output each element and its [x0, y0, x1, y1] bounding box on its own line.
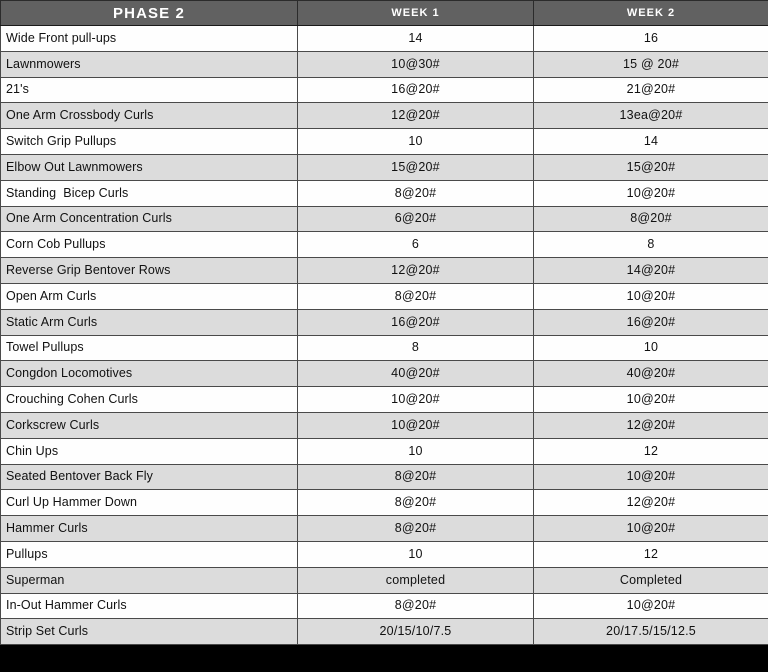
week-1-value-cell: 10@20# [298, 387, 534, 413]
week-1-value-cell: completed [298, 567, 534, 593]
header-row [1, 1, 768, 26]
table-row [1, 412, 768, 438]
exercise-name-cell: Switch Grip Pullups [1, 129, 298, 155]
table-row [1, 309, 768, 335]
week-2-value-cell: 10@20# [534, 593, 768, 619]
week-2-value-cell: 12 [534, 438, 768, 464]
exercise-name-cell: Static Arm Curls [1, 309, 298, 335]
table-row [1, 103, 768, 129]
column-header-week-2: WEEK 2 [534, 1, 768, 26]
week-1-value-cell: 14 [298, 26, 534, 52]
week-2-value-cell: 12@20# [534, 490, 768, 516]
week-2-value-cell: 40@20# [534, 361, 768, 387]
bottom-black-band [0, 645, 768, 672]
exercise-name-cell: Chin Ups [1, 438, 298, 464]
table-row [1, 206, 768, 232]
week-2-value-cell: 8@20# [534, 206, 768, 232]
table-row [1, 335, 768, 361]
table-row [1, 283, 768, 309]
week-2-value-cell: 10@20# [534, 464, 768, 490]
week-2-value-cell: 12 [534, 541, 768, 567]
week-2-value-cell: 16 [534, 26, 768, 52]
week-1-value-cell: 10 [298, 541, 534, 567]
table-row [1, 129, 768, 155]
table-row [1, 541, 768, 567]
exercise-name-cell: Wide Front pull-ups [1, 26, 298, 52]
week-1-value-cell: 8@20# [298, 490, 534, 516]
exercise-name-cell: Reverse Grip Bentover Rows [1, 258, 298, 284]
exercise-name-cell: In-Out Hammer Curls [1, 593, 298, 619]
week-1-value-cell: 10@30# [298, 51, 534, 77]
week-1-value-cell: 8@20# [298, 464, 534, 490]
week-2-value-cell: 14 [534, 129, 768, 155]
week-1-value-cell: 12@20# [298, 258, 534, 284]
week-1-value-cell: 8@20# [298, 283, 534, 309]
exercise-name-cell: Seated Bentover Back Fly [1, 464, 298, 490]
exercise-name-cell: One Arm Crossbody Curls [1, 103, 298, 129]
table-header [1, 1, 768, 26]
week-1-value-cell: 8@20# [298, 593, 534, 619]
exercise-name-cell: Corkscrew Curls [1, 412, 298, 438]
exercise-name-cell: Standing Bicep Curls [1, 180, 298, 206]
table-row [1, 490, 768, 516]
week-2-value-cell: 10@20# [534, 516, 768, 542]
table-row [1, 180, 768, 206]
exercise-name-cell: Towel Pullups [1, 335, 298, 361]
table-row [1, 232, 768, 258]
exercise-name-cell: Curl Up Hammer Down [1, 490, 298, 516]
week-1-value-cell: 20/15/10/7.5 [298, 619, 534, 645]
week-2-value-cell: 14@20# [534, 258, 768, 284]
week-2-value-cell: 16@20# [534, 309, 768, 335]
table-row [1, 438, 768, 464]
week-1-value-cell: 10 [298, 129, 534, 155]
exercise-name-cell: One Arm Concentration Curls [1, 206, 298, 232]
week-2-value-cell: 10@20# [534, 387, 768, 413]
week-2-value-cell: 15@20# [534, 154, 768, 180]
table-row [1, 593, 768, 619]
week-1-value-cell: 10@20# [298, 412, 534, 438]
exercise-name-cell: Pullups [1, 541, 298, 567]
week-2-value-cell: 21@20# [534, 77, 768, 103]
table-body [1, 26, 768, 645]
week-1-value-cell: 15@20# [298, 154, 534, 180]
week-1-value-cell: 6 [298, 232, 534, 258]
week-2-value-cell: 13ea@20# [534, 103, 768, 129]
week-2-value-cell: 10@20# [534, 180, 768, 206]
table-row [1, 77, 768, 103]
column-header-phase: PHASE 2 [1, 1, 298, 26]
table-row [1, 567, 768, 593]
exercise-name-cell: Superman [1, 567, 298, 593]
table-row [1, 516, 768, 542]
table-row [1, 154, 768, 180]
exercise-name-cell: Congdon Locomotives [1, 361, 298, 387]
table-row [1, 387, 768, 413]
week-2-value-cell: 15 @ 20# [534, 51, 768, 77]
week-2-value-cell: 20/17.5/15/12.5 [534, 619, 768, 645]
week-2-value-cell: Completed [534, 567, 768, 593]
exercise-name-cell: Crouching Cohen Curls [1, 387, 298, 413]
week-2-value-cell: 10@20# [534, 283, 768, 309]
week-1-value-cell: 8@20# [298, 180, 534, 206]
week-1-value-cell: 16@20# [298, 77, 534, 103]
week-2-value-cell: 8 [534, 232, 768, 258]
table-row [1, 464, 768, 490]
week-1-value-cell: 6@20# [298, 206, 534, 232]
exercise-name-cell: Hammer Curls [1, 516, 298, 542]
exercise-name-cell: Corn Cob Pullups [1, 232, 298, 258]
table-row [1, 258, 768, 284]
exercise-name-cell: Elbow Out Lawnmowers [1, 154, 298, 180]
exercise-name-cell: Strip Set Curls [1, 619, 298, 645]
table-row [1, 51, 768, 77]
table-row [1, 26, 768, 52]
week-1-value-cell: 12@20# [298, 103, 534, 129]
exercise-name-cell: Open Arm Curls [1, 283, 298, 309]
exercise-name-cell: Lawnmowers [1, 51, 298, 77]
week-1-value-cell: 8 [298, 335, 534, 361]
column-header-week-1: WEEK 1 [298, 1, 534, 26]
week-1-value-cell: 10 [298, 438, 534, 464]
week-1-value-cell: 8@20# [298, 516, 534, 542]
week-1-value-cell: 16@20# [298, 309, 534, 335]
week-1-value-cell: 40@20# [298, 361, 534, 387]
table-row [1, 361, 768, 387]
exercise-name-cell: 21's [1, 77, 298, 103]
week-2-value-cell: 10 [534, 335, 768, 361]
week-2-value-cell: 12@20# [534, 412, 768, 438]
table-row [1, 619, 768, 645]
